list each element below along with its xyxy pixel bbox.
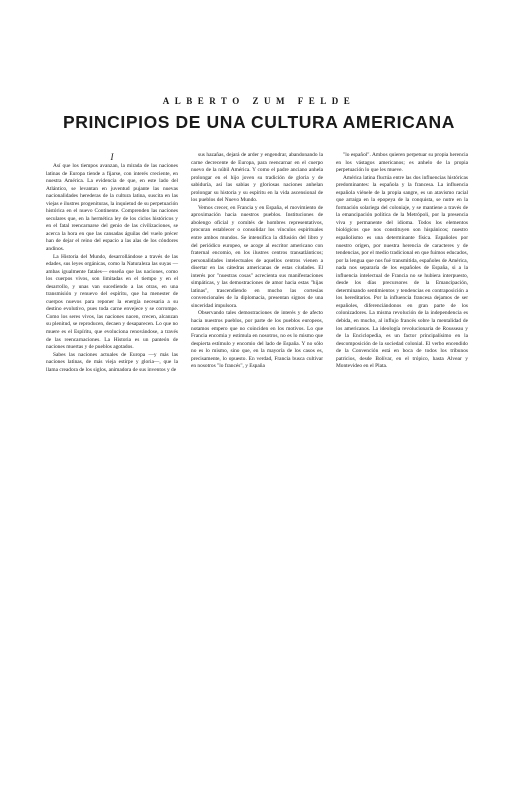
text-column-1	[46, 152, 178, 374]
paragraph: Así que los tiempos avanzan, la mirada de las naciones latinas de Europa tiende a fijarse, con interés creciente, en nuestra América. La evidencia de que, en este lado del Atlántico, se levantan en juventud pujante las nuevas nacionalidades herederas de la cultura latina, suscita en las viejas e ilustres progenituras, la inquietud de su perpetuación histórica en el nuevo Continente. Comprenden las naciones seculares que, en la hermética ley de los ciclos históricos y en el fatal reencarnarse del genio de las civilizaciones, se acerca la hora en que las cansadas águilas del vuelo précer han de dejar el reino del espacio a las alas de los cóndores andinos.	[46, 163, 178, 253]
paragraph: "lo español". Ambos quieren perpetuar su propia herencia en los vástagos americanos; es anhelo de la propia perpetuación lo que les mueve.	[336, 152, 468, 174]
text-column-2	[191, 152, 323, 371]
paragraph: sus hazañas, dejará de arder y engendrar, abandonando la carne decrecente de Europa, para reencarnar en el cuerpo nuevo de la núbil América. Y como el padre anciano anhela prolongar en el hijo joven su tradición de gloria y de sabiduría, así las sabias y gloriosas naciones anhelan prolongar su historia y su espíritu en la vida ascensional de los pueblos del Nuevo Mundo.	[191, 152, 323, 204]
section-numeral: I	[110, 152, 114, 162]
text-column-3	[336, 152, 468, 371]
paragraph: Sabes las naciones actuales de Europa —y más las naciones latinas, de más vieja estirpe y gloria—, que la llama creadora de los siglos, animadora de sus inventos y de	[46, 351, 178, 373]
paragraph: Vemos crecer, en Francia y en España, el movimiento de aproximación hacia nuestros pueblos. Instituciones de abolengo oficial y comités de hombres representativos, procuran establecer o consolidar los vínculos espirituales entre ambos mundos. Se intensifica la difusión del libro y del periódico europeo, se acoge al escritor americano con fraternal encomio, en los ilustres centros transatlánticos; personalidades intelectuales de aquellos centros vienen a disertar en las cátedras americanas de estas ciudades. El interés por "nuestras cosas" acrecienta sus manifestaciones simpáticas, y las demostraciones de amor hacia estas "hijas latinas", trascendiendo en mucho las cortesías convencionales de la diplomacia, presentan signos de una sinceridad impulsora.	[191, 204, 323, 309]
paragraph: La Historia del Mundo, desarrollándose a través de las edades, sus leyes orgánicas, como la Naturaleza las suyas —ambas igualmente fatales— enseña que las naciones, como los cuerpos vivos, son limitadas en el tiempo y en el desarrollo, y unas van sucediendo a las otras, en una transmisión y renuevo del espíritu, que ha menester de cuerpos nuevos para reponer la energía necesaria a su destino evolutivo, pues toda carne envejece y se corrompe. Como los seres vivos, las naciones nacen, crecen, alcanzan su plenitud, se reproducen, decaen y desaparecen. Lo que no muere es el Espíritu, que evoluciona renovándose, a través de las reencarnaciones. La Historia es un panteón de naciones muertas y de pueblos agotados.	[46, 253, 178, 351]
paragraph: Observando tales demostraciones de interés y de afecto hacia nuestros pueblos, por parte de los pueblos europeos, notamos empero que no coinciden en los motivos. Lo que Francia encomia y estimula en nosotros, no es lo mismo que despierta estímulo y encomio del lado de España. Y no sólo no es lo mismo, sino que, en la mayoría de los casos es, precisamente, lo opuesto. En verdad, Francia busca cultivar en nosotros "lo francés", y España	[191, 310, 323, 370]
author-name: ALBERTO ZUM FELDE	[162, 96, 356, 106]
article-title: PRINCIPIOS DE UNA CULTURA AMERICANA	[62, 112, 456, 132]
paragraph: América latina fluctúa entre las dos influencias históricas predominantes: la española y la francesa. La influencia española viénele de la propia sangre, es un atavismo racial que arraiga en la epopeya de la conquista, se nutre en la formación solariega del coloniaje, y se mantiene a través de la emancipación política de la Metrópoli, por la presencia viva y permanente del idioma. Todos los elementos biológicos que nos constituyen son hispánicos; nuestro españolismo es una determinante física. Españoles por nuestro origen, por nuestra herencia de caracteres y de tendencias, por el medio tradicional en que fuimos educados, por la lengua que nos fué transmitida, españoles de América, nada nos separaría de los españoles de España, si a la influencia intelectual de Francia no se hubiera interpuesto, desde los días precursores de la Emancipación, determinando sentimientos y tendencias en contraposición a los hereditarios. Por la influencia francesa dejamos de ser españoles, diferenciándonos en gran parte de los colonizadores. La misma revolución de la independencia es debida, en mucho, al influjo francés sobre la mentalidad de los americanos. La ideología revolucionaria de Rousseau y de la Enciclopedia, es un factor principalísimo en la descomposición de la sociedad colonial. El verbo encendido de la Convención está en boca de todos los tribunos patricios, desde Bolívar, en el trópico, hasta Alvear y Montevideo en el Plata.	[336, 174, 468, 370]
